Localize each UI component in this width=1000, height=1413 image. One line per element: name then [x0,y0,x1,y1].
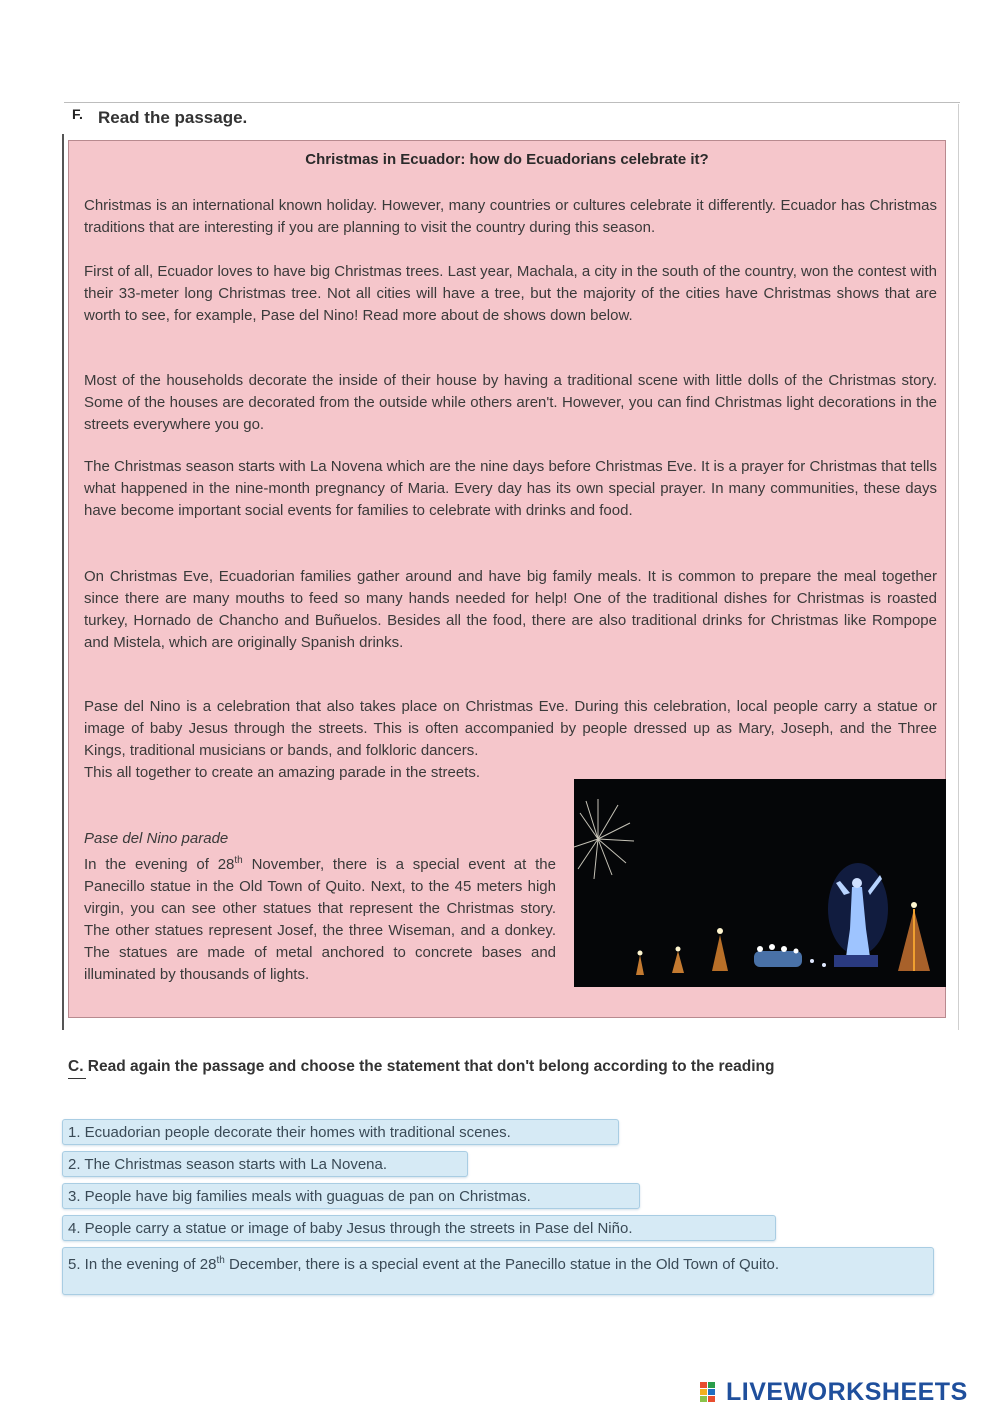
option-2[interactable]: 2. The Christmas season starts with La Novena. [62,1151,468,1177]
section-f-label: F. [72,106,83,122]
option-4[interactable]: 4. People carry a statue or image of baby Jesus through the streets in Pase del Niño. [62,1215,776,1241]
option-5-end: December, there is a special event at the Panecillo statue in the Old Town of Quito. [224,1256,779,1273]
frame-top-border [64,102,960,103]
passage-paragraph-6-continued: This all together to create an amazing parade in the streets. [84,764,481,781]
section-f-title: Read the passage. [98,108,248,127]
frame-right-border [958,104,959,1030]
liveworksheets-logo [700,1378,968,1407]
logo-squares-icon [700,1382,724,1404]
panecillo-night-photo [574,779,946,987]
frame-left-border [62,134,64,1030]
option-5-start: 5. In the evening of 28 [68,1256,217,1273]
p7-ordinal: th [234,855,243,866]
p7-start: In the evening of 28 [84,856,235,873]
option-3[interactable]: 3. People have big families meals with guaguas de pan on Christmas. [62,1183,640,1209]
passage-title: Christmas in Ecuador: how do Ecuadorians celebrate it? [305,151,709,168]
option-5[interactable] [62,1247,934,1295]
panecillo-night-illustration [574,779,946,987]
passage-subheading: Pase del Nino parade [84,830,229,847]
logo-text: LIVEWORKSHEETS [726,1378,968,1406]
section-c-underline [68,1078,86,1079]
passage-paragraph-2: First of all, Ecuador loves to have big Christmas trees. Last year, Machala, a city in the south of the country, won the contest with their 33-meter long Christmas tree. Not all cities will have a tree, but the majority of the cities have Christmas shows that are worth to see, for example, Pase del Nino! Read more about de shows down below. [84,263,937,324]
option-5-ordinal: th [216,1255,225,1266]
passage-paragraph-4: The Christmas season starts with La Novena which are the nine days before Christmas Eve. It is a prayer for Christmas that tells what happened in the nine-month pregnancy of Maria. Every day has its own special prayer. In many communities, these days have become important social events for families to celebrate with drinks and food. [84,458,937,519]
passage-paragraph-3: Most of the households decorate the inside of their house by having a traditional scene with little dolls of the Christmas story. Some of the houses are decorated from the outside while others aren't. However, you can find Christmas light decorations in the streets everywhere you go. [84,372,937,433]
passage-paragraph-6: Pase del Nino is a celebration that also takes place on Christmas Eve. During this celebration, local people carry a statue or image of baby Jesus through the streets. This is often accompanied by people dressed up as Mary, Joseph, and the Three Kings, traditional musicians or bands, and folkloric dancers. [84,698,937,759]
option-1[interactable]: 1. Ecuadorian people decorate their homes with traditional scenes. [62,1119,619,1145]
passage-paragraph-7 [84,850,556,986]
passage-paragraph-5: On Christmas Eve, Ecuadorian families gather around and have big family meals. It is common to prepare the meal together since there are many mouths to feed so many hands needed for help! One of the traditional dishes for Christmas is roasted turkey, Hornado de Chancho and Buñuelos. Besides all the food, there are also traditional drinks for Christmas like Rompope and Mistela, which are originally Spanish drinks. [84,568,937,651]
section-c-title: C. Read again the passage and choose the statement that don't belong according to the reading [68,1058,775,1075]
passage-paragraph-1: Christmas is an international known holiday. However, many countries or cultures celebrate it differently. Ecuador has Christmas traditions that are interesting if you are planning to visit the country during this season. [84,197,937,236]
p7-end: November, there is a special event at the Panecillo statue in the Old Town of Quito. Next, to the 45 meters high virgin, you can see other statues that represent the Christmas story. The other statues represent Josef, the three Wiseman, and a donkey. The statues are made of metal anchored to concrete bases and illuminated by thousands of lights. [84,856,556,983]
